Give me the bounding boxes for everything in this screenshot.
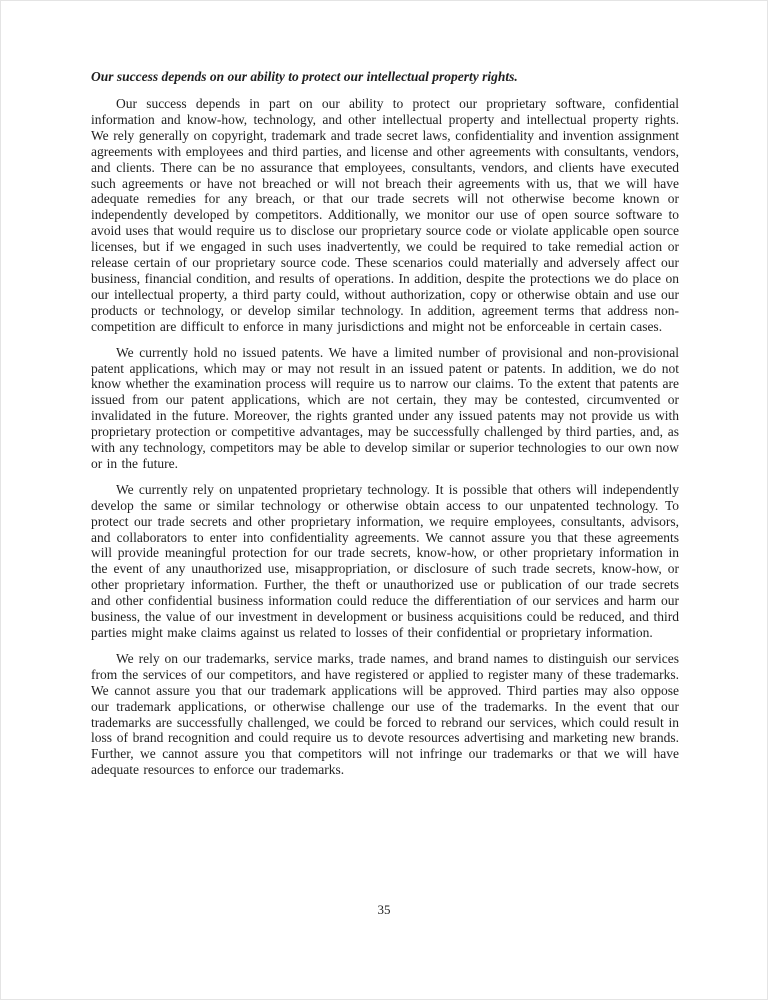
- page-number: 35: [377, 902, 391, 917]
- text-block: [91, 69, 679, 788]
- paragraph-patents: We currently hold no issued patents. We have a limited number of provisional and non-provisional patent applications, which may or may not result in an issued patent or patents. In addition, we do not know whether the examination process will require us to narrow our claims. To the extent that patents are issued from our patent applications, which are not certain, they may be contested, circumvented or invalidated in the future. Moreover, the rights granted under any issued patents may not provide us with proprietary protection or competitive advantages, may be successfully challenged by third parties, and, as with any technology, competitors may be able to develop similar or superior technologies to our own now or in the future.: [91, 344, 679, 471]
- paragraph-trade-secrets: We currently rely on unpatented proprietary technology. It is possible that others will independently develop the same or similar technology or otherwise obtain access to our unpatented technology. To protect our trade secrets and other proprietary information, we require employees, consultants, advisors, and collaborators to enter into confidentiality agreements. We cannot assure you that these agreements will provide meaningful protection for our trade secrets, know-how, or other proprietary information in the event of any unauthorized use, misappropriation, or disclosure of such trade secrets, know-how, or other proprietary information. Further, the theft or unauthorized use or publication of our trade secrets and other confidential business information could reduce the differentiation of our services and harm our business, the value of our investment in development or business acquisitions could be reduced, and third parties might make claims against us related to losses of their confidential or proprietary information.: [91, 481, 679, 640]
- paragraph-trademarks: We rely on our trademarks, service marks, trade names, and brand names to distinguish our services from the services of our competitors, and have registered or applied to register many of these trademarks. We cannot assure you that our trademark applications will be approved. Third parties may also oppose our trademark applications, or otherwise challenge our use of the trademarks. In the event that our trademarks are successfully challenged, we could be forced to rebrand our services, which could result in loss of brand recognition and could require us to devote resources advertising and marketing new brands. Further, we cannot assure you that competitors will not infringe our trademarks or that we will have adequate resources to enforce our trademarks.: [91, 650, 679, 778]
- section-heading: Our success depends on our ability to protect our intellectual property rights.: [91, 69, 518, 84]
- paragraph-intellectual-property: Our success depends in part on our ability to protect our proprietary software, confidential information and know-how, technology, and other intellectual property and intellectual property rights. We rely generally on copyright, trademark and trade secret laws, confidentiality and invention assignment agreements with employees and third parties, and license and other agreements with consultants, vendors, and clients. There can be no assurance that employees, consultants, vendors, and clients have executed such agreements or have not breached or will not breach their agreements with us, that we will have adequate remedies for any breach, or that our trade secrets will not otherwise become known or independently developed by competitors. Additionally, we monitor our use of open source software to avoid uses that would require us to disclose our proprietary source code or violate applicable open source licenses, but if we engaged in such uses inadvertently, we could be required to take remedial action or release certain of our proprietary source code. These scenarios could materially and adversely affect our business, financial condition, and results of operations. In addition, despite the protections we do place on our intellectual property, a third party could, without authorization, copy or otherwise obtain and use our products or technology, or develop similar technology. In addition, agreement terms that address non-competition are difficult to enforce in many jurisdictions and might not be enforceable in certain cases.: [91, 96, 679, 334]
